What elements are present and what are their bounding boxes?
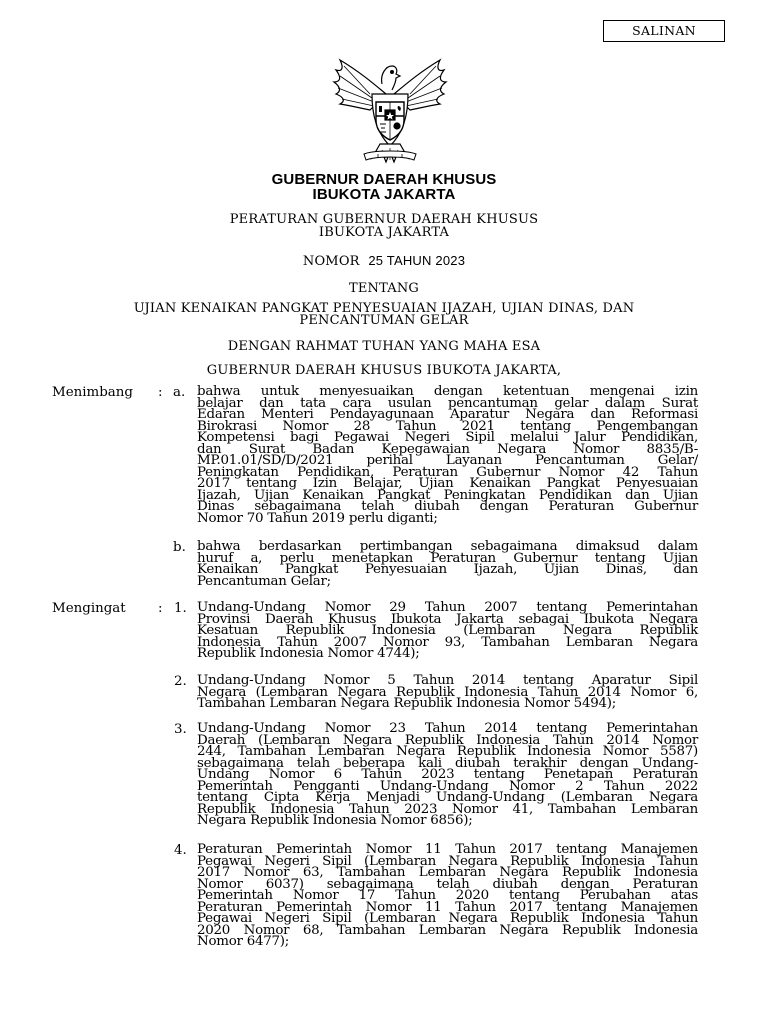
nomor-value: 25 TAHUN 2023: [368, 253, 466, 268]
menimbang-item-b: [197, 541, 698, 587]
text-line: Provinsi Daerah Khusus Ibukota Jakarta sebagai Ibukota Negara: [197, 611, 698, 627]
text-line: Kesatuan Republik Indonesia (Lembaran Negara Republik: [197, 623, 698, 639]
mengingat-item-2: [197, 675, 698, 710]
governor-line: GUBERNUR DAERAH KHUSUS IBUKOTA JAKARTA,: [206, 363, 562, 378]
mengingat-marker-2: 2.: [174, 674, 187, 689]
tentang-heading: TENTANG: [348, 281, 420, 296]
text-line: Negara Republik Indonesia Nomor 6856);: [197, 813, 473, 829]
text-line: Tambahan Lembaran Negara Republik Indonesia Nomor 5494);: [197, 696, 616, 712]
text-line: Nomor 70 Tahun 2019 perlu diganti;: [197, 511, 438, 527]
text-line: Peningkatan Pendidikan, Peraturan Gubernur Nomor 42 Tahun: [197, 464, 698, 480]
mengingat-item-4: [197, 844, 698, 948]
text-line: Undang-Undang Nomor 5 Tahun 2014 tentang Aparatur Sipil: [197, 673, 698, 688]
text-line: huruf a, perlu menetapkan Peraturan Gubernur tentang Ujian: [197, 550, 698, 566]
subject-line1: UJIAN KENAIKAN PANGKAT PENYESUAIAN IJAZAH, UJIAN DINAS, DAN: [133, 301, 635, 316]
mengingat-label: Mengingat: [52, 601, 126, 616]
mengingat-marker-1: 1.: [174, 601, 187, 616]
text-line: Undang-Undang Nomor 29 Tahun 2007 tentang Pemerintahan: [197, 600, 698, 615]
text-line: dan Surat Badan Kepegawaian Negara Nomor 8835/B-: [197, 441, 698, 457]
authority-title-line2: IBUKOTA JAKARTA: [312, 186, 456, 203]
text-line: sebagaimana telah beberapa kali diubah terakhir dengan Undang-: [197, 755, 698, 771]
mengingat-marker-4: 4.: [174, 843, 187, 858]
text-line: Undang Nomor 6 Tahun 2023 tentang Penetapan Peraturan: [197, 767, 698, 783]
regulation-title-line2: IBUKOTA JAKARTA: [318, 225, 450, 240]
regulation-title-line1: PERATURAN GUBERNUR DAERAH KHUSUS: [229, 212, 539, 227]
authority-title-line1: GUBERNUR DAERAH KHUSUS: [271, 171, 497, 188]
text-line: Nomor 6477);: [197, 934, 290, 950]
text-line: Ijazah, Ujian Kenaikan Pangkat Peningkatan Pendidikan dan Ujian: [197, 487, 698, 503]
text-line: Kenaikan Pangkat Penyesuaian Ijazah, Ujian Dinas, dan: [197, 562, 698, 578]
text-line: Peraturan Pemerintah Nomor 11 Tahun 2017 tentang Manajemen: [197, 899, 698, 915]
text-line: Nomor 6037) sebagaimana telah diubah dengan Peraturan: [197, 876, 698, 892]
text-line: Pegawai Negeri Sipil (Lembaran Negara Republik Indonesia Tahun: [197, 911, 698, 927]
mengingat-marker-3: 3.: [174, 722, 187, 737]
text-line: Pemerintah Pengganti Undang-Undang Nomor 2 Tahun 2022: [197, 778, 698, 794]
text-line: 2017 Nomor 63, Tambahan Lembaran Negara Republik Indonesia: [197, 865, 698, 881]
text-line: tentang Cipta Kerja Menjadi Undang-Undang (Lembaran Negara: [197, 790, 698, 806]
text-line: bahwa untuk menyesuaikan dengan ketentuan mengenai izin: [197, 384, 698, 399]
text-line: Undang-Undang Nomor 23 Tahun 2014 tentang Pemerintahan: [197, 721, 698, 736]
mengingat-item-3: [197, 723, 698, 827]
text-line: Negara (Lembaran Negara Republik Indonesia Tahun 2014 Nomor 6,: [197, 684, 698, 700]
text-line: bahwa berdasarkan pertimbangan sebagaimana dimaksud dalam: [197, 539, 698, 554]
regulation-number: [0, 254, 768, 268]
text-line: Dinas sebagaimana telah diubah dengan Peraturan Gubernur: [197, 499, 698, 515]
mengingat-item-1: [197, 602, 698, 660]
menimbang-marker-b: b.: [173, 540, 186, 555]
nomor-label: NOMOR: [302, 254, 360, 269]
mengingat-colon: :: [158, 601, 163, 616]
menimbang-label: Menimbang: [52, 385, 133, 400]
blessing-line: DENGAN RAHMAT TUHAN YANG MAHA ESA: [227, 339, 541, 354]
text-line: MP.01.01/SD/D/2021 perihal Layanan Pencantuman Gelar/: [197, 453, 698, 469]
menimbang-marker-a: a.: [173, 385, 186, 400]
text-line: Pegawai Negeri Sipil (Lembaran Negara Republik Indonesia Tahun: [197, 853, 698, 869]
text-line: Republik Indonesia Tahun 2023 Nomor 41, Tambahan Lembaran: [197, 801, 698, 817]
text-line: 2020 Nomor 68, Tambahan Lembaran Negara Republik Indonesia: [197, 922, 698, 938]
text-line: 244, Tambahan Lembaran Negara Republik Indonesia Nomor 5587): [197, 744, 698, 760]
garuda-pancasila-emblem-icon: [330, 54, 450, 168]
text-line: 2017 tentang Izin Belajar, Ujian Kenaikan Pangkat Penyesuaian: [197, 476, 698, 492]
text-line: Daerah (Lembaran Negara Republik Indonesia Tahun 2014 Nomor: [197, 732, 698, 748]
text-line: Peraturan Pemerintah Nomor 11 Tahun 2017 tentang Manajemen: [197, 842, 698, 857]
text-line: Birokrasi Nomor 28 Tahun 2021 tentang Pengembangan: [197, 418, 698, 434]
text-line: Indonesia Tahun 2007 Nomor 93, Tambahan Lembaran Negara: [197, 634, 698, 650]
text-line: Kompetensi bagi Pegawai Negeri Sipil melalui Jalur Pendidikan,: [197, 430, 698, 446]
menimbang-colon: :: [158, 385, 163, 400]
subject-line2: PENCANTUMAN GELAR: [299, 313, 469, 328]
text-line: Pencantuman Gelar;: [197, 573, 331, 589]
salinan-stamp: SALINAN: [603, 20, 725, 42]
text-line: belajar dan tata cara usulan pencantuman gelar dalam Surat: [197, 395, 698, 411]
text-line: Edaran Menteri Pendayagunaan Aparatur Negara dan Reformasi: [197, 407, 698, 423]
text-line: Pemerintah Nomor 17 Tahun 2020 tentang Perubahan atas: [197, 888, 698, 904]
text-line: Republik Indonesia Nomor 4744);: [197, 646, 420, 662]
menimbang-item-a: [197, 386, 698, 525]
